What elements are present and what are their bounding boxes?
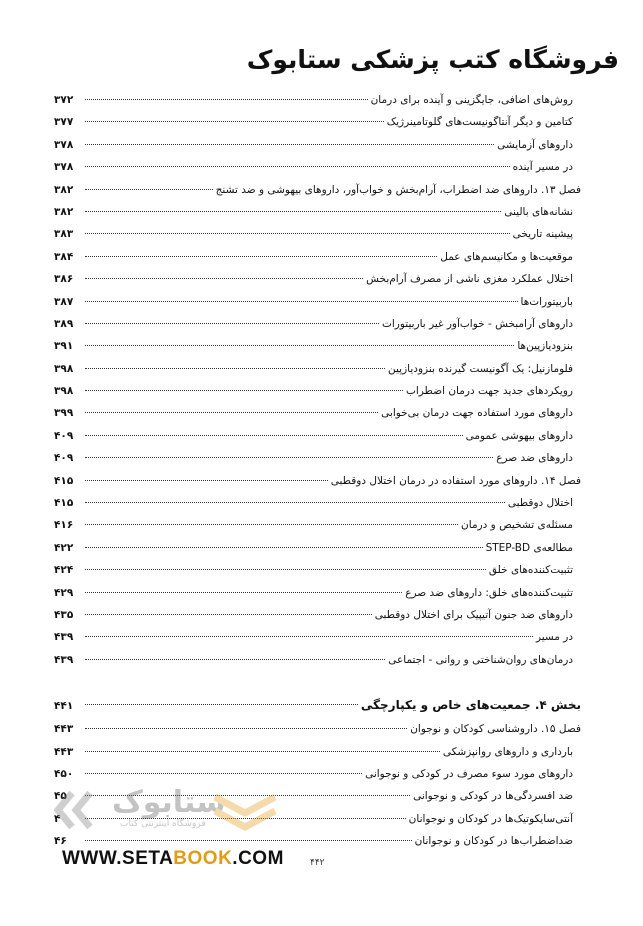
toc-row[interactable]: [54, 649, 581, 671]
toc-entry-label: نشانه‌های بالینی: [504, 205, 573, 218]
toc-entry-label: بارداری و داروهای روانپزشکی: [442, 745, 573, 758]
watermark-book-icon: [210, 785, 280, 835]
toc-entry-label: رویکردهای جدید جهت درمان اضطراب: [405, 385, 573, 398]
leader-dots: [85, 592, 402, 593]
toc-page-number: ۳۸۶: [54, 273, 74, 286]
toc-entry-label: تثبیت‌کننده‌های خلق: [488, 564, 573, 577]
toc-page-number: ۴۳۹: [54, 631, 74, 644]
toc-page-number: ۳۸۴: [54, 250, 74, 263]
leader-dots: [85, 728, 407, 729]
toc-page-number: ۴۱۵: [54, 474, 74, 487]
toc-page-number: ۳۹۸: [54, 362, 74, 375]
leader-dots: [85, 435, 463, 436]
toc-page-number: ۴۳۵: [54, 608, 74, 621]
toc-entry-label: داروهای ضد صرع: [496, 452, 573, 465]
toc-page-number: ۴۲۲: [54, 541, 74, 554]
toc-page-number: ۴۱۶: [54, 519, 74, 532]
toc-page-number: ۳۷۸: [54, 161, 74, 174]
toc-page-number: ۳۹۹: [54, 407, 74, 420]
leader-dots: [85, 614, 372, 615]
toc-row[interactable]: [54, 335, 581, 357]
toc-chapter-row[interactable]: [54, 179, 581, 201]
toc-page-number: ۴۲۹: [54, 586, 74, 599]
toc-entry-label: پیشینه تاریخی: [512, 228, 573, 241]
toc-row[interactable]: [54, 763, 581, 785]
toc-row[interactable]: [54, 156, 581, 178]
toc-page-number: ۴۵۰: [54, 767, 74, 780]
toc-chapter-row[interactable]: [54, 718, 581, 740]
toc-page-number: ۳۷۲: [54, 94, 74, 106]
toc-row[interactable]: [54, 380, 581, 402]
toc-row[interactable]: [54, 514, 581, 536]
watermark-tagline: فروشگاه اینترنتی کتاب: [120, 819, 206, 829]
toc-row[interactable]: [54, 604, 581, 626]
toc-page-number: ۴۱۵: [54, 497, 74, 510]
url-prefix: WWW.SETA: [62, 848, 174, 869]
toc-page-number: ۴۰۹: [54, 429, 74, 442]
toc-page-number: ۴۰۹: [54, 452, 74, 465]
leader-dots: [85, 256, 437, 257]
toc-entry-label: داروهای بیهوشی عمومی: [465, 429, 573, 442]
toc-entry-label: آنتی‌سایکوتیک‌ها در کودکان و نوجوانان: [408, 812, 573, 825]
leader-dots: [85, 569, 486, 570]
toc-row[interactable]: [54, 626, 581, 648]
leader-dots: [85, 189, 213, 190]
toc-row[interactable]: [54, 358, 581, 380]
toc-row[interactable]: [54, 111, 581, 133]
leader-dots: [85, 211, 501, 212]
store-title: فروشگاه کتب پزشکی ستابوک: [246, 45, 619, 74]
toc-page-number: ۴: [54, 812, 61, 825]
site-url[interactable]: [62, 848, 284, 870]
toc-page-number: ۳۸۹: [54, 317, 74, 330]
toc-entry-label: روش‌های اضافی، جایگزینی و آینده برای درمان: [370, 94, 573, 106]
toc-row[interactable]: [54, 134, 581, 156]
leader-dots: [85, 636, 533, 637]
leader-dots: [85, 233, 510, 234]
leader-dots: [85, 345, 514, 346]
toc-page-number: ۳۹۱: [54, 340, 74, 353]
toc-entry-label: اختلال دوقطبی: [507, 497, 573, 510]
leader-dots: [85, 412, 378, 413]
toc-page-number: ۳۸۷: [54, 295, 74, 308]
toc-entry-label: مطالعه‌ی STEP-BD: [485, 541, 573, 554]
leader-dots: [85, 524, 458, 525]
toc-chapter-row[interactable]: [54, 470, 581, 492]
toc-page-number: ۴۵: [54, 790, 67, 803]
leader-dots: [85, 390, 403, 391]
leader-dots: [85, 659, 385, 660]
toc-entry-label: فلومازنیل: یک آگونیست گیرنده بنزودیازپین: [388, 362, 573, 375]
leader-dots: [85, 704, 358, 705]
toc-row[interactable]: [54, 89, 581, 111]
toc-page-number: ۳۸۲: [54, 205, 74, 218]
toc-page-number: ۳۸۲: [54, 183, 74, 196]
toc-row[interactable]: [54, 291, 581, 313]
leader-dots: [85, 99, 368, 100]
toc-page-number: ۴۲۴: [54, 564, 74, 577]
toc-entry-label: فصل ۱۴. داروهای مورد استفاده در درمان اختلال دوقطبی: [330, 474, 581, 487]
page-header: [24, 40, 619, 80]
leader-dots: [85, 166, 510, 167]
toc-page-number: ۴۴۳: [54, 745, 74, 758]
leader-dots: [85, 278, 363, 279]
toc-page-number: ۴۶: [54, 835, 67, 848]
toc-entry-label: تثبیت‌کننده‌های خلق: داروهای ضد صرع: [405, 586, 573, 599]
leader-dots: [85, 773, 362, 774]
table-of-contents: [54, 89, 581, 853]
toc-entry-label: داروهای مورد استفاده جهت درمان بی‌خوابی: [381, 407, 573, 420]
toc-page-number: ۴۴۳: [54, 723, 74, 736]
toc-entry-label: کتامین و دیگر آنتاگونیست‌های گلوتامینرژیک: [386, 116, 573, 129]
leader-dots: [85, 144, 494, 145]
toc-row[interactable]: [54, 246, 581, 268]
toc-entry-label: داروهای آرامبخش - خواب‌آور غیر باربیتورات: [381, 317, 573, 330]
toc-entry-label: داروهای مورد سوء مصرف در کودکی و نوجوانی: [365, 767, 573, 780]
page-number: ۴۴۲: [310, 858, 325, 868]
toc-entry-label: موقعیت‌ها و مکانیسم‌های عمل: [440, 250, 573, 263]
toc-row[interactable]: [54, 582, 581, 604]
section-page-number: ۴۴۱: [54, 700, 74, 713]
toc-section-heading[interactable]: [54, 692, 581, 718]
toc-entry-label: باربیتورات‌ها: [520, 295, 573, 308]
toc-row[interactable]: [54, 741, 581, 763]
leader-dots: [85, 480, 328, 481]
url-suffix: .COM: [232, 848, 284, 869]
leader-dots: [85, 323, 379, 324]
toc-row[interactable]: [54, 201, 581, 223]
leader-dots: [85, 547, 483, 548]
toc-page-number: ۳۷۷: [54, 116, 74, 129]
url-accent: BOOK: [173, 848, 233, 869]
toc-entry-label: در مسیر: [535, 631, 573, 644]
toc-entry-label: ضد افسردگی‌ها در کودکی و نوجوانی: [413, 790, 573, 803]
toc-row[interactable]: [54, 223, 581, 245]
toc-row[interactable]: [54, 313, 581, 335]
toc-entry-label: مسئله‌ی تشخیص و درمان: [461, 519, 573, 532]
toc-page-number: ۴۳۹: [54, 653, 74, 666]
toc-row[interactable]: [54, 268, 581, 290]
toc-entry-label: داروهای آزمایشی: [497, 138, 573, 151]
leader-dots: [85, 301, 518, 302]
leader-dots: [85, 840, 412, 841]
leader-dots: [85, 751, 440, 752]
toc-row[interactable]: [54, 447, 581, 469]
section-label: بخش ۴. جمعیت‌های خاص و یکپارچگی: [360, 698, 581, 713]
toc-page-number: ۳۷۸: [54, 138, 74, 151]
toc-entry-label: در مسیر آینده: [512, 161, 573, 174]
toc-list: [54, 89, 581, 671]
toc-entry-label: اختلال عملکرد مغزی ناشی از مصرف آرام‌بخش: [366, 273, 573, 286]
leader-dots: [85, 121, 384, 122]
watermark: [50, 785, 280, 835]
watermark-logo: ستابوک: [112, 785, 226, 820]
toc-entry-label: داروهای ضد جنون آتیپیک برای اختلال دوقطبی: [374, 608, 573, 621]
toc-row[interactable]: [54, 537, 581, 559]
toc-row[interactable]: [54, 492, 581, 514]
leader-dots: [85, 457, 493, 458]
toc-page-number: ۳۹۸: [54, 385, 74, 398]
toc-entry-label: فصل ۱۳. داروهای ضد اضطراب، آرام‌بخش و خواب‌آور، داروهای بیهوشی و ضد تشنج: [215, 183, 581, 196]
toc-row[interactable]: [54, 425, 581, 447]
toc-row[interactable]: [54, 402, 581, 424]
toc-page-number: ۳۸۳: [54, 228, 74, 241]
toc-entry-label: بنزودیازپین‌ها: [517, 340, 573, 353]
toc-entry-label: درمان‌های روان‌شناختی و روانی - اجتماعی: [388, 653, 573, 666]
watermark-chevron-icon: [50, 785, 110, 835]
leader-dots: [85, 368, 385, 369]
toc-row[interactable]: [54, 559, 581, 581]
toc-entry-label: ضداضطراب‌ها در کودکان و نوجوانان: [414, 835, 573, 848]
toc-entry-label: فصل ۱۵. داروشناسی کودکان و نوجوان: [410, 723, 581, 736]
leader-dots: [85, 502, 505, 503]
